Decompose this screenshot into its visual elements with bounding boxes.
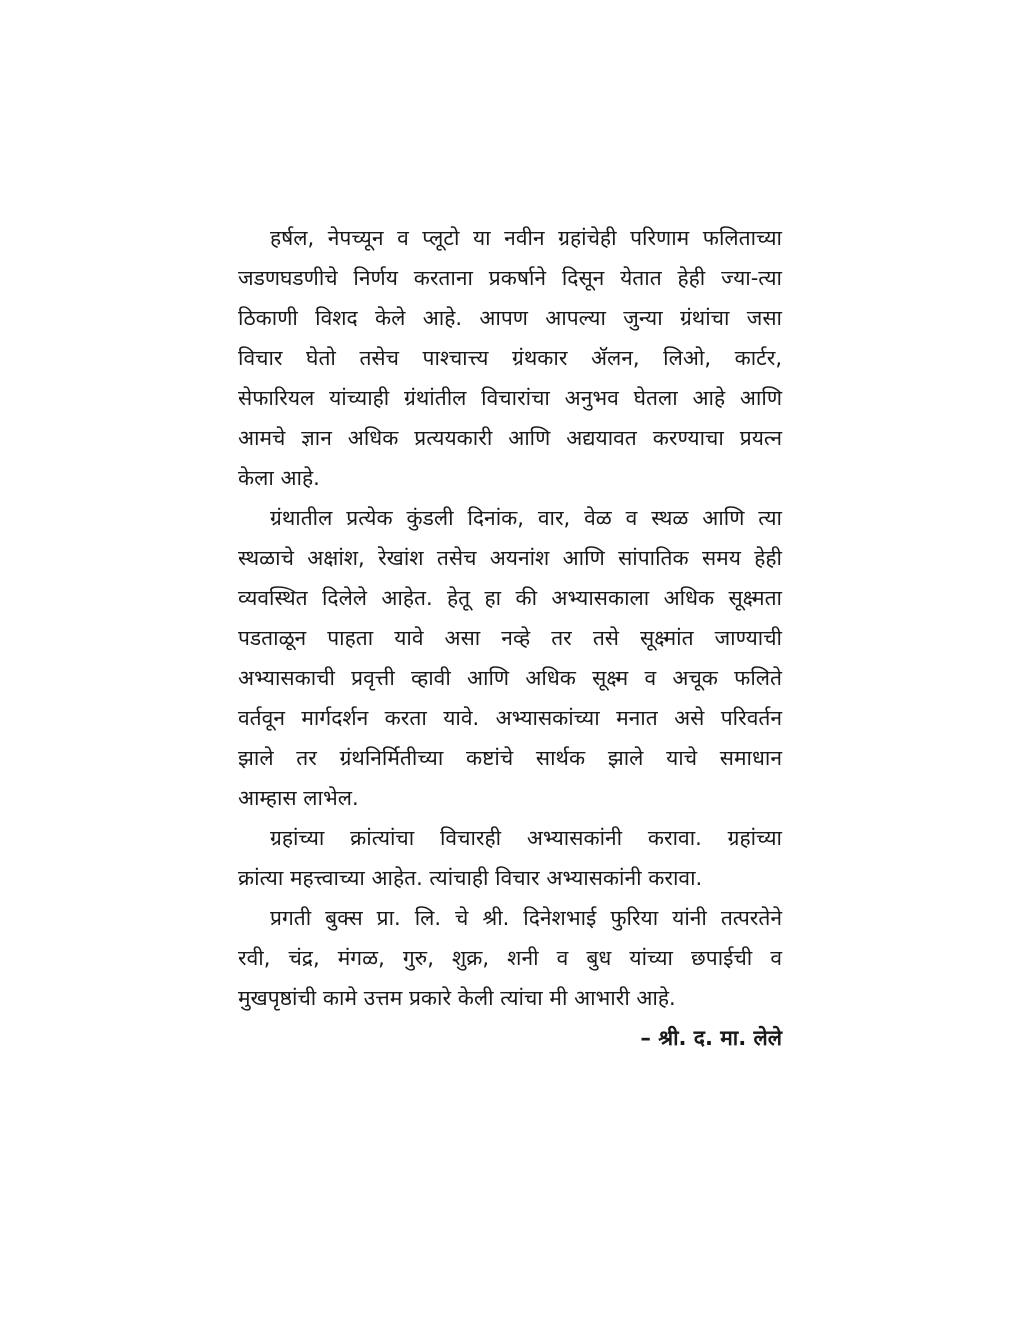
text-line: ग्रंथातील प्रत्येक कुंडली दिनांक, वार, वेळ व स्थळ आणि त्या <box>270 506 782 530</box>
text-line: झाले तर ग्रंथनिर्मितीच्या कष्टांचे सार्थक झाले याचे समाधान <box>238 746 782 770</box>
text-line: केला आहे. <box>238 466 320 490</box>
text-line: हर्षल, नेपच्यून व प्लूटो या नवीन ग्रहांचेही परिणाम फलिताच्या <box>270 226 782 250</box>
author-signature: – श्री. द. मा. लेले <box>640 1026 782 1050</box>
text-line: प्रगती बुक्स प्रा. लि. चे श्री. दिनेशभाई फुरिया यांनी तत्परतेने <box>270 906 782 930</box>
paragraph <box>238 498 782 818</box>
text-line: क्रांत्या महत्त्वाच्या आहेत. त्यांचाही विचार अभ्यासकांनी करावा. <box>238 866 703 890</box>
text-line: जडणघडणीचे निर्णय करताना प्रकर्षाने दिसून येतात हेही ज्या-त्या <box>238 266 782 290</box>
paragraph <box>238 218 782 498</box>
paragraph <box>238 818 782 898</box>
text-line: रवी, चंद्र, मंगळ, गुरु, शुक्र, शनी व बुध यांच्या छपाईची व <box>238 946 782 970</box>
text-line: आमचे ज्ञान अधिक प्रत्ययकारी आणि अद्ययावत करण्याचा प्रयत्न <box>238 426 782 450</box>
text-line: वर्तवून मार्गदर्शन करता यावे. अभ्यासकांच्या मनात असे परिवर्तन <box>238 706 782 730</box>
text-line: अभ्यासकाची प्रवृत्ती व्हावी आणि अधिक सूक्ष्म व अचूक फलिते <box>238 666 782 690</box>
text-line: विचार घेतो तसेच पाश्चात्त्य ग्रंथकार ॲलन, लिओ, कार्टर, <box>238 346 782 370</box>
text-line: मुखपृष्ठांची कामे उत्तम प्रकारे केली त्यांचा मी आभारी आहे. <box>238 986 676 1010</box>
text-line: पडताळून पाहता यावे असा नव्हे तर तसे सूक्ष्मांत जाण्याची <box>238 626 782 650</box>
document-body <box>238 218 782 1058</box>
text-line: सेफारियल यांच्याही ग्रंथांतील विचारांचा अनुभव घेतला आहे आणि <box>238 386 782 410</box>
paragraph <box>238 898 782 1018</box>
text-line: ग्रहांच्या क्रांत्यांचा विचारही अभ्यासकांनी करावा. ग्रहांच्या <box>270 826 782 850</box>
text-line: व्यवस्थित दिलेले आहेत. हेतू हा की अभ्यासकाला अधिक सूक्ष्मता <box>238 586 782 610</box>
text-line: आम्हास लाभेल. <box>238 786 359 810</box>
text-line: स्थळाचे अक्षांश, रेखांश तसेच अयनांश आणि सांपातिक समय हेही <box>238 546 782 570</box>
text-line: ठिकाणी विशद केले आहे. आपण आपल्या जुन्या ग्रंथांचा जसा <box>238 306 782 330</box>
